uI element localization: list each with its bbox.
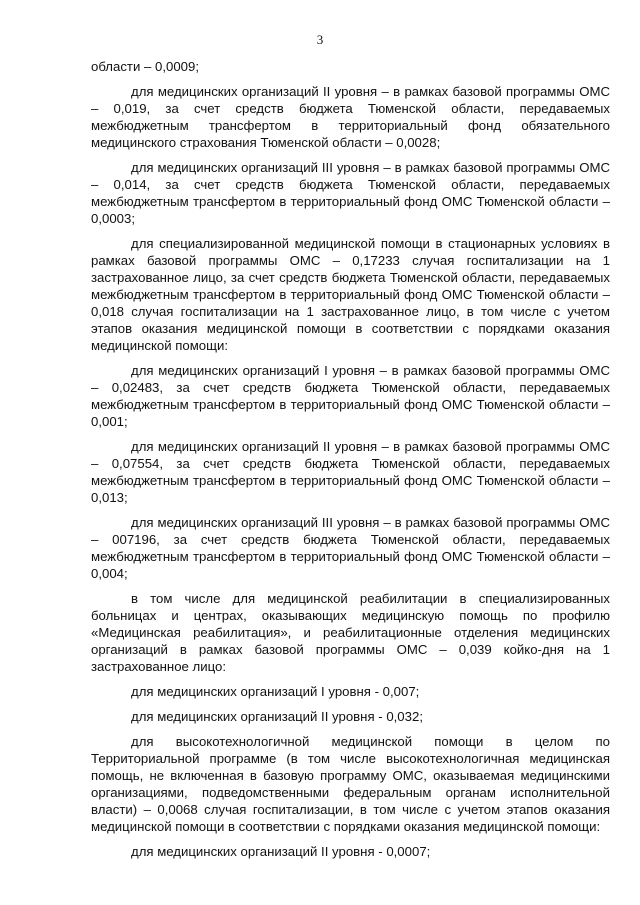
page-number: 3: [316, 32, 324, 47]
paragraph-specialized-care: для специализированной медицинской помощи в стационарных условиях в рамках базовой программы ОМС – 0,17233 случая госпитализации на 1 застрахованное лицо, за счет средств бюджета Тюменской области, передаваемых межбюджетным трансфертом в территориальный фонд ОМС Тюменской области – 0,018 случая госпитализации на 1 застрахованное лицо, в том числе с учетом этапов оказания медицинской помощи в соответствии с порядками оказания медицинской помощи:: [91, 236, 610, 353]
paragraph-rehabilitation: в том числе для медицинской реабилитации в специализированных больницах и центрах, оказывающих медицинскую помощь по профилю «Медицинская реабилитация», и реабилитационные отделения медицинских организаций в рамках базовой программы ОМС – 0,039 койко-дня на 1 застрахованное лицо:: [91, 591, 610, 674]
paragraph-level-3-base: для медицинских организаций III уровня – в рамках базовой программы ОМС – 0,014, за счет средств бюджета Тюменской области, передаваемых межбюджетным трансфертом в территориальный фонд ОМС Тюменской области – 0,0003;: [91, 160, 610, 226]
paragraph-specialized-level-1: для медицинских организаций I уровня – в рамках базовой программы ОМС – 0,02483, за счет средств бюджета Тюменской области, передаваемых межбюджетным трансфертом в территориальный фонд ОМС Тюменской области – 0,001;: [91, 363, 610, 429]
paragraph-continuation: области – 0,0009;: [91, 59, 199, 74]
paragraph-level-2-base: для медицинских организаций II уровня – в рамках базовой программы ОМС – 0,019, за счет средств бюджета Тюменской области, передаваемых межбюджетным трансфертом в территориальный фонд обязательного медицинского страхования Тюменской области – 0,0028;: [91, 84, 610, 150]
paragraph-specialized-level-2: для медицинских организаций II уровня – в рамках базовой программы ОМС – 0,07554, за счет средств бюджета Тюменской области, передаваемых межбюджетным трансфертом в территориальный фонд ОМС Тюменской области – 0,013;: [91, 439, 610, 505]
paragraph-high-tech-level-2: для медицинских организаций II уровня - 0,0007;: [131, 844, 431, 859]
paragraph-high-tech-care: для высокотехнологичной медицинской помощи в целом по Территориальной программе (в том числе высокотехнологичная медицинская помощь, не включенная в базовую программу ОМС, оказываемая медицинскими организациями, подведомственными федеральным органам исполнительной власти) – 0,0068 случая госпитализации, в том числе с учетом этапов оказания медицинской помощи в соответствии с порядками оказания медицинской помощи:: [91, 734, 610, 834]
paragraph-rehab-level-1: для медицинских организаций I уровня - 0,007;: [131, 684, 420, 699]
document-body: [91, 58, 610, 868]
paragraph-specialized-level-3: для медицинских организаций III уровня – в рамках базовой программы ОМС – 007196, за счет средств бюджета Тюменской области, передаваемых межбюджетным трансфертом в территориальный фонд ОМС Тюменской области – 0,004;: [91, 515, 610, 581]
paragraph-rehab-level-2: для медицинских организаций II уровня - 0,032;: [131, 709, 423, 724]
